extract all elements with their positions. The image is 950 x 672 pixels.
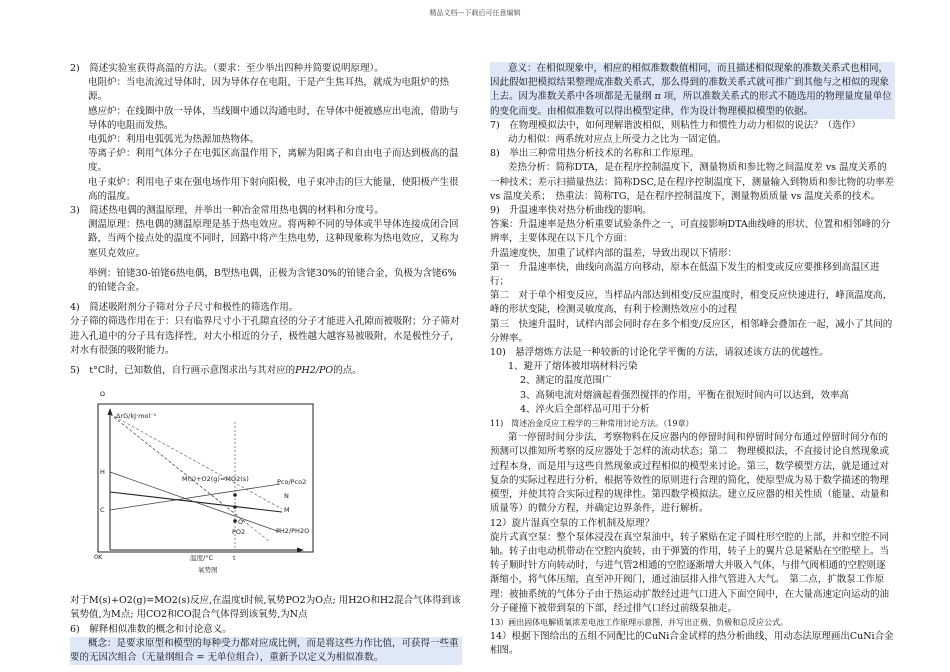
answer-electron-beam-furnace: 电子束炉：利用电子束在强电场作用下射向阳极，电子束冲击的巨大能量，使阳极产生很高的温度。 xyxy=(88,176,459,202)
question-13: 13）画出固体电解质氧浓差电池工作原理示意图，并写出正极、负极和总反应公式。 xyxy=(490,617,789,627)
answer-10-item-2: 2、测定的温度范围广 xyxy=(520,375,612,387)
answer-7: 动力相似：两系统对应点上所受力之比为一固定值。 xyxy=(508,134,727,146)
h-label: H xyxy=(100,468,105,477)
y-axis-arrow xyxy=(108,408,113,415)
question-10: 10) 悬浮熔炼方法是一种较新的讨论化学平衡的方法，请叙述该方法的优越性。 xyxy=(490,347,829,359)
pco-label: Pco/Pco2 xyxy=(277,478,307,487)
question-9: 9) 升温速率快对热分析曲线的影响。 xyxy=(490,205,652,217)
answer-electric-resistance-furnace: 电阻炉：当电流流过导体时，因为导体存在电阻，于是产生焦耳热，就成为电阻炉的热源。 xyxy=(88,77,450,103)
reaction-label: M(s)+O2(g)=MO2(s) xyxy=(182,475,249,484)
po2-label: PO2 xyxy=(232,528,246,537)
c-label: C xyxy=(100,506,105,515)
answer-11: 第一停留时间分步法，考察物料在反应器内的停留时间和停留时间分布通过停留时间分布的预测可以推知所考察的反应器处于怎样的流动状态；第二 物理模拟法，不直接讨论自然现象或过程本身，而是用与这些自然现象或过程相似的模型来讨论。第三，数学模型方法，就是通过对复杂的实际过程进行分析，根据等效性的原则进行合理的简化，使原型成为易于数学描述的物理模型，并使其符合实际过程的规律性。第四数学模拟法。建立反应器的相关性质（能量、动量和质量等）的微分方程，并确定边界条件，进行解析。 xyxy=(490,432,890,515)
answer-6-significance: 意义：在相似现象中，相应的相似准数数值相同，而且描述相似现象的准数关系式也相同，因此假如把模拟结果整理成准数关系式，那么得到的准数关系式就可推广到其他与之相似的现象上去。因为准数关系中各项都是无量纲 π 项，所以准数关系式的形式不随选用的物理量度量单位的变化而变。由相似准数可以得出模型定律，作为设计物理模拟模型的依据。 xyxy=(490,62,895,119)
n-point xyxy=(233,493,237,497)
m-point xyxy=(233,505,237,509)
answer-arc-furnace: 电弧炉：利用电弧弧光为热源加热物体。 xyxy=(88,134,260,146)
question-12: 12）旋片湿真空泵的工作机制及原理？ xyxy=(490,517,655,529)
answer-8: 差热分析：简称DTA，是在程序控制温度下，测量物质和参比物之间温度差 vs 温度关系的一种技术；差示扫描量热法：简称DSC,是在程序控制温度下，测量输入到物质和参比物的功率差 vs 温度关系； 热重法：简称TG，是在程序控制温度下，测量物质质量 vs 温度关系的技术。 xyxy=(490,162,895,202)
o-point xyxy=(233,519,237,523)
answer-thermocouple-example: 举例：铂铑30-铂铑6热电偶，B型热电偶，正极为含铑30%的铂铑合金，负极为含铑6%的铂铑合金。 xyxy=(88,267,457,294)
question-5-text: 5) t°C时，已知数值，自行画示意图求出与其对应的 xyxy=(70,365,296,377)
question-3: 3) 简述热电偶的测温原理，并举出一种冶金常用热电偶的材料和分度号。 xyxy=(70,205,384,217)
answer-9-first: 第一 升温速率快，曲线向高温方向移动，原本在低温下发生的相变或反应要推移到高温区进行； xyxy=(490,261,880,288)
x-axis-label: 温度/°C xyxy=(190,554,213,563)
m-ray xyxy=(110,414,248,527)
m-label: M xyxy=(284,506,290,515)
t-label: t xyxy=(233,554,236,563)
ph2-label: PH2/PH2O xyxy=(276,527,310,536)
answer-9-second: 第二 对于单个相变反应，当样品内部达到相变/反应温度时，相变反应快速进行，峰顶温度高，峰的形状变陡，检测灵敏度高，有利于检测热效应小的过程 xyxy=(490,290,893,316)
answer-10-item-3: 3、高频电流对熔滴起着强烈搅拌的作用，平衡在很短时间内可以达到，效率高 xyxy=(520,389,850,401)
question-5-tail: 的点。 xyxy=(333,365,362,377)
diagram-caption: 氧势图 xyxy=(198,566,218,575)
answer-9-summary: 升温速度快，加重了试样内部的温差，导致出现以下情形： xyxy=(490,247,738,259)
answer-6-concept: 概念：是要求原型和模型的每种受力都对应成比例，而是将这些力作比值，可获得一些重要的无因次组合（无量纲组合 = 无单位组合），重新予以定义为相似准数。 xyxy=(70,637,462,665)
answer-5: 对于M(s)+O2(g)=MO2(s)反应,在温度t时候,氧势PO2为O点; 用H2O和H2混合气体得到该氧势值,为M点; 用CO2和CO混合气体得到该氧势,为N点 xyxy=(70,595,461,621)
o-label: O xyxy=(238,518,244,527)
omega-label: Ω xyxy=(100,390,105,399)
question-5-symbol: PH2/PO xyxy=(295,365,334,377)
answer-induction-furnace: 感应炉：在线圈中放一导体，当线圈中通以沟通电时，在导体中便被感应出电流，借助与导体的电阻而发热。 xyxy=(88,105,459,131)
page-header: 精品文档---下载后可任意编辑 xyxy=(429,9,521,17)
question-2: 2) 简述实验室获得高温的方法。（要求：至少举出四种并简要说明原理）。 xyxy=(70,63,384,74)
answer-9-intro: 答案：升温速率是热分析重要试验条件之一，可直接影响DTA曲线峰的形状、位置和相邻峰的分辨率，主要体现在以下几个方面： xyxy=(490,219,891,245)
answer-12: 旋片式真空泵：整个泵体浸没在真空泵油中，转子紧贴在定子圆柱形空腔的上部，并和空腔不同轴。转子由电动机带动在空腔内旋转，由于弹簧的作用，转子上的翼片总是紧贴在空腔壁上。当转子顺时针方向转动时，与进气管2相通的空腔逐渐增大并吸入气体，与排气阀相通的空腔则逐渐缩小，将气体压缩，直至冲开阀门，通过油层排入排气管进入大气。 第二点，扩散泵工作原理：被抽系统的气体分子由于热运动扩散经过进气口进入下面空间中，在大量高速定向运动的油分子碰撞下被带到泵的下部，经过排气口经过前级泵抽走。 xyxy=(490,531,890,614)
co-line xyxy=(110,484,280,510)
answer-10-item-1: 1、避开了熔体被坩埚材料污染 xyxy=(508,361,638,373)
oxygen-potential-diagram xyxy=(70,382,460,588)
question-7: 7) 在物理模拟法中，如何理解谐波相似，则粘性力和惯性力动力相似的说法？（选作） xyxy=(490,119,861,131)
answer-thermocouple-principle: 测温原理：热电偶的测温原理是基于热电效应。将两种不同的导体或半导体连接成闭合回路，当两个接点处的温度不同时，回路中将产生热电势，这种现象称为热电效应，又称为塞贝克效应。 xyxy=(88,219,459,259)
answer-10-item-4: 4、淬火后全部样品可用于分析 xyxy=(520,403,650,415)
question-8: 8) 举出三种常用热分析技术的名称和工作原理。 xyxy=(490,148,700,160)
n-label: N xyxy=(284,492,289,501)
question-4: 4) 简述吸附剂分子筛对分子尺寸和极性的筛选作用。 xyxy=(70,302,299,314)
y-axis-label: ΔrG/kJ·mol⁻¹ xyxy=(116,412,157,421)
left-column xyxy=(70,62,462,665)
question-11: 11) 简述冶金反应工程学的三种常用讨论方法。（19章） xyxy=(490,419,694,429)
answer-molecular-sieve: 分子筛的筛选作用在于：只有临界尺寸小于孔隙直径的分子才能进入孔隙而被吸附；分子筛对进入孔道中的分子具有选择性，对大小相近的分子，极性越大越容易被吸附，水是极性分子，对水有很强的吸附能力。 xyxy=(70,316,460,356)
answer-9-third: 第三 快速升温时，试样内部会同时存在多个相变/反应区，相邻峰会叠加在一起，减小了其间的分辨率。 xyxy=(490,318,893,344)
right-column xyxy=(490,62,895,659)
answer-plasma-furnace: 等离子炉：利用气体分子在电弧区高温作用下，离解为阳离子和自由电子而达到极高的温度。 xyxy=(88,148,459,174)
question-5 xyxy=(70,364,462,378)
ok-label: 0K xyxy=(94,553,103,562)
question-6: 6) 解释相似准数的概念和讨论意义。 xyxy=(70,623,232,635)
question-14: 14）根据下图给出的五组不同配比的CuNi合金试样的热分析曲线，用动态法原理画出CuNi合金相图。 xyxy=(490,631,894,657)
